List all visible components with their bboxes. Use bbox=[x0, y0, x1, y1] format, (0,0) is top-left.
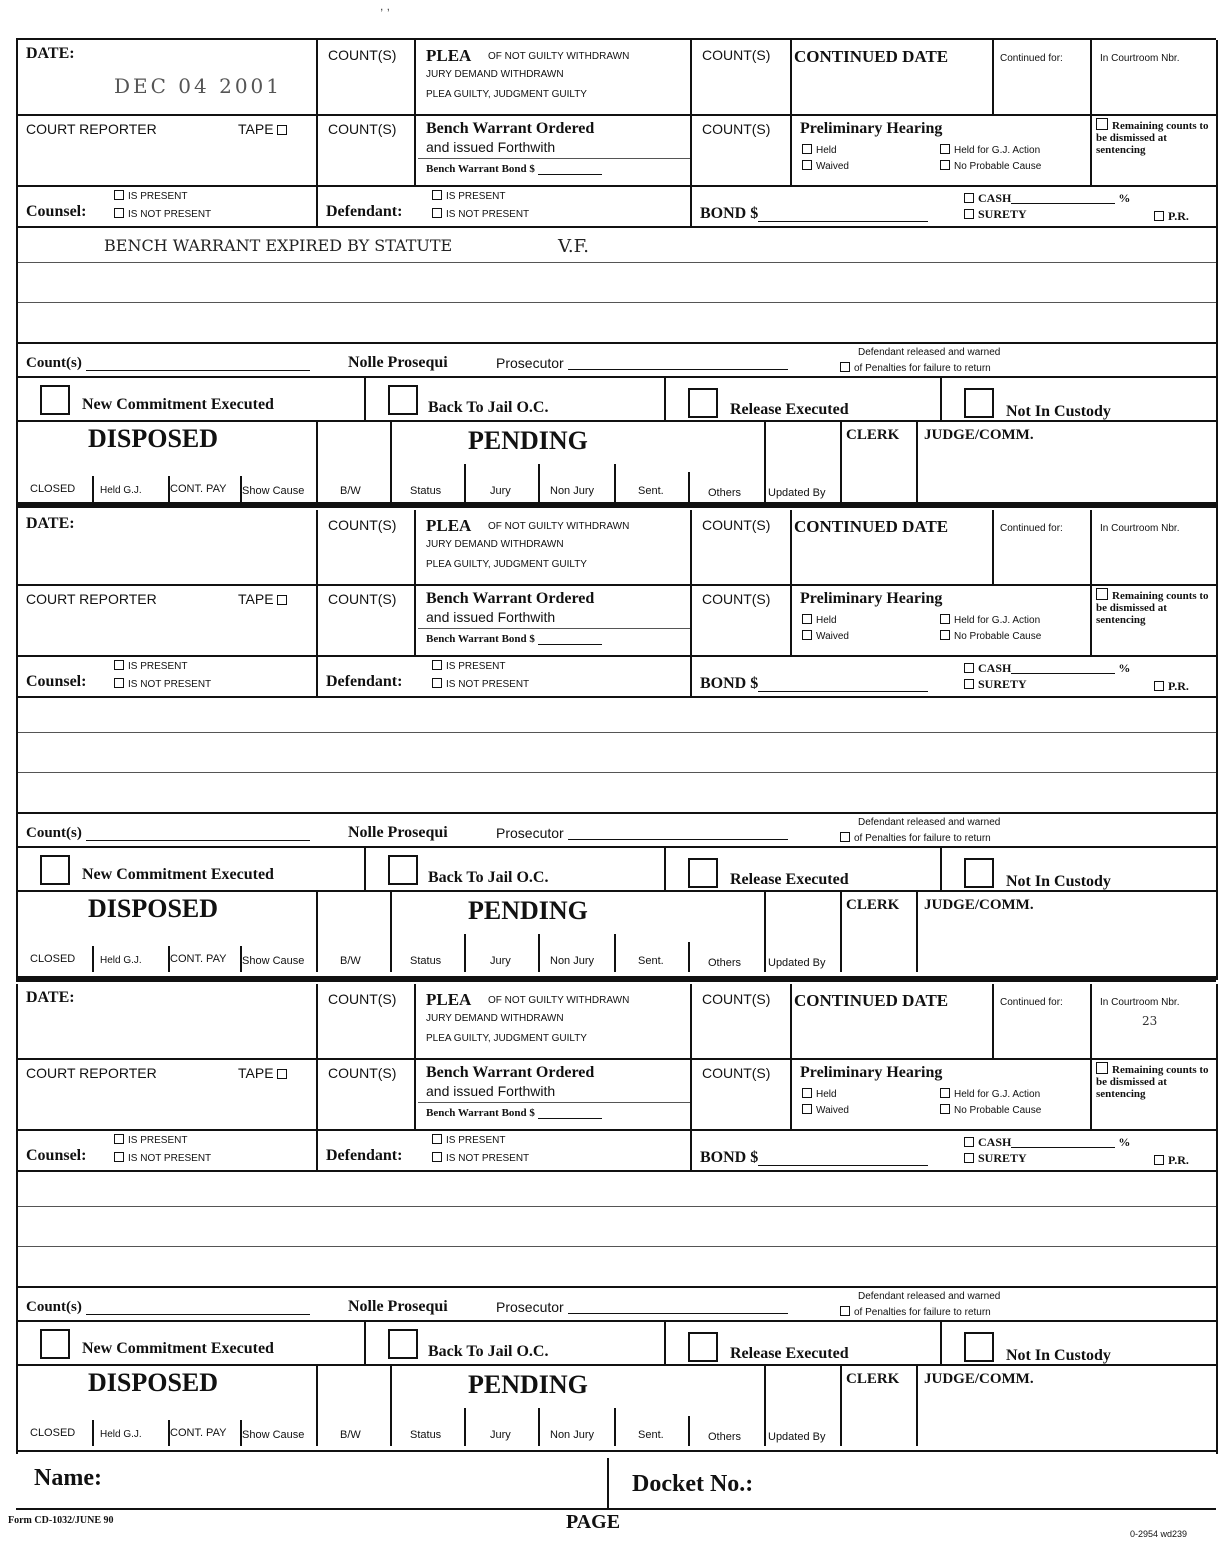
plea-title: PLEA bbox=[426, 46, 472, 65]
remaining-counts: Remaining counts to be dismissed at sentencing bbox=[1096, 590, 1209, 626]
closed-col: CLOSED bbox=[30, 483, 76, 495]
judge-comm-label: JUDGE/COMM. bbox=[924, 897, 1034, 913]
npc-checkbox[interactable] bbox=[940, 160, 950, 170]
defendant-not-present[interactable]: IS NOT PRESENT bbox=[432, 678, 529, 690]
held-gj-col: Held G.J. bbox=[100, 485, 142, 496]
cash-checkbox[interactable] bbox=[964, 193, 974, 203]
tape-checkbox[interactable] bbox=[277, 125, 287, 135]
form-code: 0-2954 wd239 bbox=[1130, 1529, 1188, 1539]
counts-label-2: COUNT(S) bbox=[702, 47, 771, 63]
counsel-label: Counsel: bbox=[26, 673, 87, 690]
continued-date-label: CONTINUED DATE bbox=[794, 991, 949, 1010]
prelim-gj[interactable]: Held for G.J. Action bbox=[940, 1088, 1040, 1100]
pr-option[interactable]: P.R. bbox=[1154, 680, 1189, 692]
tape-checkbox[interactable] bbox=[277, 1069, 287, 1079]
not-in-custody-label: Not In Custody bbox=[1006, 403, 1111, 420]
bottom-border bbox=[16, 1450, 1216, 1452]
plea-title: PLEA bbox=[426, 990, 472, 1009]
not-in-custody-checkbox[interactable] bbox=[964, 858, 994, 888]
bond-label: BOND $ bbox=[700, 1150, 928, 1166]
remaining-checkbox[interactable] bbox=[1096, 1062, 1108, 1074]
bond-label: BOND $ bbox=[700, 676, 928, 692]
notes-initials: V.F. bbox=[558, 236, 589, 257]
held-checkbox[interactable] bbox=[802, 1088, 812, 1098]
date-label: DATE: bbox=[26, 45, 75, 62]
counsel-label: Counsel: bbox=[26, 1147, 87, 1164]
released-checkbox[interactable] bbox=[840, 1306, 850, 1316]
remaining-counts: Remaining counts to be dismissed at sentencing bbox=[1096, 120, 1209, 156]
counsel-not-present[interactable]: IS NOT PRESENT bbox=[114, 678, 211, 690]
judge-comm-label: JUDGE/COMM. bbox=[924, 427, 1034, 443]
released-checkbox[interactable] bbox=[840, 362, 850, 372]
nolle-prosequi-label: Nolle Prosequi bbox=[348, 354, 448, 371]
new-commitment-checkbox[interactable] bbox=[40, 1329, 70, 1359]
pr-option[interactable]: P.R. bbox=[1154, 1154, 1189, 1166]
hearing-block bbox=[16, 984, 1218, 1454]
not-in-custody-label: Not In Custody bbox=[1006, 873, 1111, 890]
clerk-label: CLERK bbox=[846, 427, 900, 443]
not-in-custody-checkbox[interactable] bbox=[964, 388, 994, 418]
counsel-present-checkbox[interactable] bbox=[114, 1134, 124, 1144]
preliminary-hearing-title: Preliminary Hearing bbox=[800, 120, 943, 137]
clerk-label: CLERK bbox=[846, 897, 900, 913]
bench-warrant-title: Bench Warrant Ordered bbox=[426, 120, 595, 137]
updated-by-col: Updated By bbox=[768, 1431, 826, 1443]
continued-for-label: Continued for: bbox=[1000, 53, 1063, 64]
back-to-jail-checkbox[interactable] bbox=[388, 1329, 418, 1359]
pending-label: PENDING bbox=[468, 896, 588, 925]
pr-checkbox[interactable] bbox=[1154, 681, 1164, 691]
show-cause-col: Show Cause bbox=[242, 955, 305, 967]
prelim-waived[interactable]: Waived bbox=[802, 1104, 849, 1116]
held-gj-col: Held G.J. bbox=[100, 1429, 142, 1440]
cont-pay-col: CONT. PAY bbox=[170, 1427, 227, 1439]
defendant-present-checkbox[interactable] bbox=[432, 1134, 442, 1144]
prelim-gj[interactable]: Held for G.J. Action bbox=[940, 144, 1040, 156]
preliminary-hearing-title: Preliminary Hearing bbox=[800, 1064, 943, 1081]
counts-label-3: COUNT(S) bbox=[328, 121, 397, 137]
show-cause-col: Show Cause bbox=[242, 1429, 305, 1441]
new-commitment-checkbox[interactable] bbox=[40, 855, 70, 885]
non-jury-col: Non Jury bbox=[550, 1429, 595, 1441]
prosecutor-label: Prosecutor bbox=[496, 826, 788, 840]
jury-col: Jury bbox=[490, 955, 511, 967]
continued-date-label: CONTINUED DATE bbox=[794, 517, 949, 536]
plea-line1: OF NOT GUILTY WITHDRAWN bbox=[488, 521, 630, 532]
surety-option[interactable]: SURETY bbox=[964, 678, 1027, 690]
counts-label: COUNT(S) bbox=[328, 991, 397, 1007]
release-executed-checkbox[interactable] bbox=[688, 1332, 718, 1362]
defendant-not-present-checkbox[interactable] bbox=[432, 1152, 442, 1162]
plea-line3: PLEA GUILTY, JUDGMENT GUILTY bbox=[426, 1033, 587, 1044]
sent-col: Sent. bbox=[638, 955, 664, 967]
released-line1: Defendant released and warned bbox=[858, 1291, 1001, 1302]
held-checkbox[interactable] bbox=[802, 144, 812, 154]
tape-label: TAPE bbox=[238, 592, 291, 606]
nolle-prosequi-label: Nolle Prosequi bbox=[348, 824, 448, 841]
cont-pay-col: CONT. PAY bbox=[170, 483, 227, 495]
date-label: DATE: bbox=[26, 989, 75, 1006]
name-label: Name: bbox=[34, 1465, 102, 1491]
in-courtroom-label: In Courtroom Nbr. bbox=[1100, 997, 1180, 1008]
courtroom-value: 23 bbox=[1142, 1014, 1158, 1028]
counts-label: COUNT(S) bbox=[328, 517, 397, 533]
plea-line2: JURY DEMAND WITHDRAWN bbox=[426, 539, 564, 550]
prelim-waived[interactable]: Waived bbox=[802, 630, 849, 642]
back-to-jail-checkbox[interactable] bbox=[388, 855, 418, 885]
disposed-label: DISPOSED bbox=[88, 1368, 219, 1397]
others-col: Others bbox=[708, 957, 742, 969]
release-executed-checkbox[interactable] bbox=[688, 858, 718, 888]
back-to-jail-label: Back To Jail O.C. bbox=[428, 399, 549, 416]
sent-col: Sent. bbox=[638, 1429, 664, 1441]
court-reporter-label: COURT REPORTER bbox=[26, 121, 157, 137]
pending-label: PENDING bbox=[468, 1370, 588, 1399]
surety-checkbox[interactable] bbox=[964, 1153, 974, 1163]
counts-label-4: COUNT(S) bbox=[702, 1065, 771, 1081]
surety-checkbox[interactable] bbox=[964, 209, 974, 219]
prelim-gj[interactable]: Held for G.J. Action bbox=[940, 614, 1040, 626]
block-separator bbox=[16, 502, 1216, 508]
form-number: Form CD-1032/JUNE 90 bbox=[8, 1515, 114, 1526]
new-commitment-label: New Commitment Executed bbox=[82, 396, 274, 413]
counsel-not-present-checkbox[interactable] bbox=[114, 1152, 124, 1162]
bench-warrant-bond: Bench Warrant Bond $ bbox=[426, 634, 602, 645]
plea-line3: PLEA GUILTY, JUDGMENT GUILTY bbox=[426, 89, 587, 100]
plea-line1: OF NOT GUILTY WITHDRAWN bbox=[488, 995, 630, 1006]
gj-checkbox[interactable] bbox=[940, 1088, 950, 1098]
nolle-prosequi-label: Nolle Prosequi bbox=[348, 1298, 448, 1315]
bench-warrant-sub: and issued Forthwith bbox=[426, 609, 556, 625]
new-commitment-checkbox[interactable] bbox=[40, 385, 70, 415]
defendant-present[interactable]: IS PRESENT bbox=[432, 190, 505, 202]
cont-pay-col: CONT. PAY bbox=[170, 953, 227, 965]
bw-col: B/W bbox=[340, 485, 361, 497]
counts-label-2: COUNT(S) bbox=[702, 517, 771, 533]
bench-warrant-bond: Bench Warrant Bond $ bbox=[426, 1108, 602, 1119]
prelim-held[interactable]: Held bbox=[802, 144, 837, 156]
plea-line3: PLEA GUILTY, JUDGMENT GUILTY bbox=[426, 559, 587, 570]
header-marks: , , bbox=[380, 0, 391, 13]
docket-label: Docket No.: bbox=[632, 1471, 754, 1497]
bench-warrant-title: Bench Warrant Ordered bbox=[426, 590, 595, 607]
cash-option[interactable]: CASH % bbox=[964, 662, 1130, 674]
disposed-label: DISPOSED bbox=[88, 424, 219, 453]
plea-line2: JURY DEMAND WITHDRAWN bbox=[426, 1013, 564, 1024]
defendant-label: Defendant: bbox=[326, 203, 403, 220]
new-commitment-label: New Commitment Executed bbox=[82, 866, 274, 883]
bench-warrant-sub: and issued Forthwith bbox=[426, 139, 556, 155]
non-jury-col: Non Jury bbox=[550, 485, 595, 497]
released-line2[interactable]: of Penalties for failure to return bbox=[840, 832, 991, 844]
jury-col: Jury bbox=[490, 1429, 511, 1441]
pr-option[interactable]: P.R. bbox=[1154, 210, 1189, 222]
closed-col: CLOSED bbox=[30, 953, 76, 965]
sent-col: Sent. bbox=[638, 485, 664, 497]
non-jury-col: Non Jury bbox=[550, 955, 595, 967]
pr-checkbox[interactable] bbox=[1154, 211, 1164, 221]
defendant-not-present[interactable]: IS NOT PRESENT bbox=[432, 208, 529, 220]
counsel-present-checkbox[interactable] bbox=[114, 660, 124, 670]
continued-for-label: Continued for: bbox=[1000, 997, 1063, 1008]
in-courtroom-label: In Courtroom Nbr. bbox=[1100, 53, 1180, 64]
pending-label: PENDING bbox=[468, 426, 588, 455]
prelim-held[interactable]: Held bbox=[802, 1088, 837, 1100]
remaining-counts: Remaining counts to be dismissed at sentencing bbox=[1096, 1064, 1209, 1100]
prelim-npc[interactable]: No Probable Cause bbox=[940, 160, 1041, 172]
status-col: Status bbox=[410, 1429, 442, 1441]
bench-warrant-bond: Bench Warrant Bond $ bbox=[426, 164, 602, 175]
plea-line2: JURY DEMAND WITHDRAWN bbox=[426, 69, 564, 80]
court-reporter-label: COURT REPORTER bbox=[26, 1065, 157, 1081]
plea-title: PLEA bbox=[426, 516, 472, 535]
prelim-npc[interactable]: No Probable Cause bbox=[940, 630, 1041, 642]
plea-line1: OF NOT GUILTY WITHDRAWN bbox=[488, 51, 630, 62]
tape-label: TAPE bbox=[238, 1066, 291, 1080]
cash-checkbox[interactable] bbox=[964, 1137, 974, 1147]
defendant-not-present-checkbox[interactable] bbox=[432, 678, 442, 688]
counts-label-4: COUNT(S) bbox=[702, 121, 771, 137]
back-to-jail-checkbox[interactable] bbox=[388, 385, 418, 415]
show-cause-col: Show Cause bbox=[242, 485, 305, 497]
released-line1: Defendant released and warned bbox=[858, 817, 1001, 828]
not-in-custody-checkbox[interactable] bbox=[964, 1332, 994, 1362]
counsel-present-checkbox[interactable] bbox=[114, 190, 124, 200]
others-col: Others bbox=[708, 1431, 742, 1443]
preliminary-hearing-title: Preliminary Hearing bbox=[800, 590, 943, 607]
surety-option[interactable]: SURETY bbox=[964, 1152, 1027, 1164]
defendant-present[interactable]: IS PRESENT bbox=[432, 1134, 505, 1146]
release-executed-checkbox[interactable] bbox=[688, 388, 718, 418]
waived-checkbox[interactable] bbox=[802, 630, 812, 640]
counsel-not-present[interactable]: IS NOT PRESENT bbox=[114, 1152, 211, 1164]
status-col: Status bbox=[410, 485, 442, 497]
hearing-block bbox=[16, 40, 1218, 510]
updated-by-col: Updated By bbox=[768, 487, 826, 499]
jury-col: Jury bbox=[490, 485, 511, 497]
counts-label-4: COUNT(S) bbox=[702, 591, 771, 607]
release-executed-label: Release Executed bbox=[730, 871, 849, 888]
block-separator bbox=[16, 976, 1216, 982]
judge-comm-label: JUDGE/COMM. bbox=[924, 1371, 1034, 1387]
defendant-present[interactable]: IS PRESENT bbox=[432, 660, 505, 672]
disposed-label: DISPOSED bbox=[88, 894, 219, 923]
counsel-not-present[interactable]: IS NOT PRESENT bbox=[114, 208, 211, 220]
prosecutor-label: Prosecutor bbox=[496, 356, 788, 370]
tape-label: TAPE bbox=[238, 122, 291, 136]
back-to-jail-label: Back To Jail O.C. bbox=[428, 1343, 549, 1360]
tape-checkbox[interactable] bbox=[277, 595, 287, 605]
defendant-label: Defendant: bbox=[326, 1147, 403, 1164]
released-line1: Defendant released and warned bbox=[858, 347, 1001, 358]
waived-checkbox[interactable] bbox=[802, 160, 812, 170]
npc-checkbox[interactable] bbox=[940, 1104, 950, 1114]
prosecutor-label: Prosecutor bbox=[496, 1300, 788, 1314]
prelim-held[interactable]: Held bbox=[802, 614, 837, 626]
court-reporter-label: COURT REPORTER bbox=[26, 591, 157, 607]
gj-checkbox[interactable] bbox=[940, 144, 950, 154]
counts-nolle-label: Count(s) bbox=[26, 826, 310, 841]
date-stamp: DEC 04 2001 bbox=[114, 74, 282, 98]
released-line2[interactable]: of Penalties for failure to return bbox=[840, 1306, 991, 1318]
cash-checkbox[interactable] bbox=[964, 663, 974, 673]
counsel-present[interactable]: IS PRESENT bbox=[114, 190, 187, 202]
counts-nolle-label: Count(s) bbox=[26, 356, 310, 371]
bw-col: B/W bbox=[340, 955, 361, 967]
counts-label: COUNT(S) bbox=[328, 47, 397, 63]
counsel-present[interactable]: IS PRESENT bbox=[114, 1134, 187, 1146]
defendant-label: Defendant: bbox=[326, 673, 403, 690]
page-label: PAGE bbox=[566, 1511, 621, 1533]
cash-option[interactable]: CASH % bbox=[964, 192, 1130, 204]
released-checkbox[interactable] bbox=[840, 832, 850, 842]
counts-label-3: COUNT(S) bbox=[328, 591, 397, 607]
continued-for-label: Continued for: bbox=[1000, 523, 1063, 534]
hearing-block bbox=[16, 510, 1218, 980]
defendant-present-checkbox[interactable] bbox=[432, 190, 442, 200]
clerk-label: CLERK bbox=[846, 1371, 900, 1387]
closed-col: CLOSED bbox=[30, 1427, 76, 1439]
cash-option[interactable]: CASH % bbox=[964, 1136, 1130, 1148]
date-label: DATE: bbox=[26, 515, 75, 532]
counts-label-3: COUNT(S) bbox=[328, 1065, 397, 1081]
not-in-custody-label: Not In Custody bbox=[1006, 1347, 1111, 1364]
defendant-not-present[interactable]: IS NOT PRESENT bbox=[432, 1152, 529, 1164]
release-executed-label: Release Executed bbox=[730, 1345, 849, 1362]
counsel-present[interactable]: IS PRESENT bbox=[114, 660, 187, 672]
release-executed-label: Release Executed bbox=[730, 401, 849, 418]
counsel-label: Counsel: bbox=[26, 203, 87, 220]
in-courtroom-label: In Courtroom Nbr. bbox=[1100, 523, 1180, 534]
remaining-checkbox[interactable] bbox=[1096, 118, 1108, 130]
bw-col: B/W bbox=[340, 1429, 361, 1441]
gj-checkbox[interactable] bbox=[940, 614, 950, 624]
pr-checkbox[interactable] bbox=[1154, 1155, 1164, 1165]
others-col: Others bbox=[708, 487, 742, 499]
surety-checkbox[interactable] bbox=[964, 679, 974, 689]
bench-warrant-title: Bench Warrant Ordered bbox=[426, 1064, 595, 1081]
defendant-not-present-checkbox[interactable] bbox=[432, 208, 442, 218]
notes-text: BENCH WARRANT EXPIRED BY STATUTE bbox=[104, 236, 453, 255]
updated-by-col: Updated By bbox=[768, 957, 826, 969]
held-gj-col: Held G.J. bbox=[100, 955, 142, 966]
bond-label: BOND $ bbox=[700, 206, 928, 222]
status-col: Status bbox=[410, 955, 442, 967]
held-checkbox[interactable] bbox=[802, 614, 812, 624]
waived-checkbox[interactable] bbox=[802, 1104, 812, 1114]
surety-option[interactable]: SURETY bbox=[964, 208, 1027, 220]
counts-label-2: COUNT(S) bbox=[702, 991, 771, 1007]
prelim-npc[interactable]: No Probable Cause bbox=[940, 1104, 1041, 1116]
bench-warrant-sub: and issued Forthwith bbox=[426, 1083, 556, 1099]
counsel-not-present-checkbox[interactable] bbox=[114, 678, 124, 688]
remaining-checkbox[interactable] bbox=[1096, 588, 1108, 600]
counts-nolle-label: Count(s) bbox=[26, 1300, 310, 1315]
back-to-jail-label: Back To Jail O.C. bbox=[428, 869, 549, 886]
prelim-waived[interactable]: Waived bbox=[802, 160, 849, 172]
released-line2[interactable]: of Penalties for failure to return bbox=[840, 362, 991, 374]
npc-checkbox[interactable] bbox=[940, 630, 950, 640]
continued-date-label: CONTINUED DATE bbox=[794, 47, 949, 66]
counsel-not-present-checkbox[interactable] bbox=[114, 208, 124, 218]
new-commitment-label: New Commitment Executed bbox=[82, 1340, 274, 1357]
defendant-present-checkbox[interactable] bbox=[432, 660, 442, 670]
